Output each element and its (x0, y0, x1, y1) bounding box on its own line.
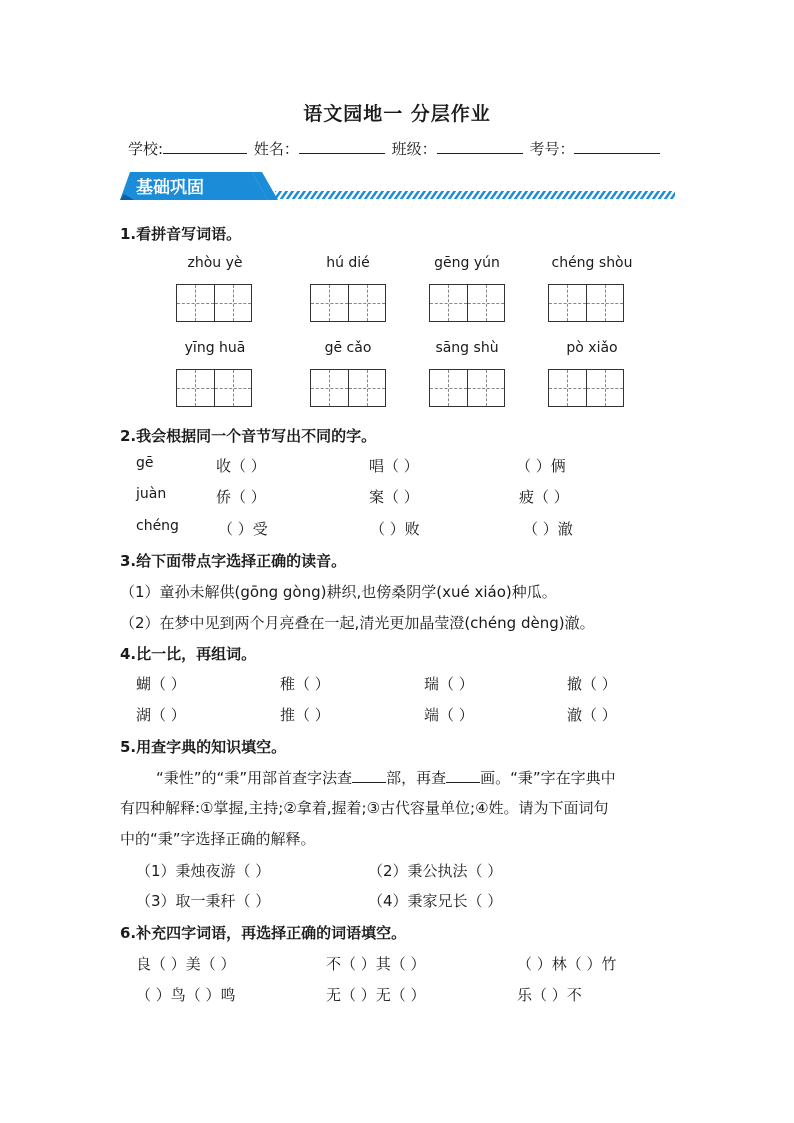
q5-paragraph-line-3: 中的“秉”字选择正确的解释。 (120, 830, 316, 848)
writing-grid[interactable] (429, 284, 505, 322)
page-title: 语文园地一 分层作业 (303, 103, 491, 125)
q2-blank[interactable]: 疲（ ） (519, 488, 569, 506)
q2-heading: 2.我会根据同一个音节写出不同的字。 (120, 427, 377, 445)
writing-grid[interactable] (310, 369, 386, 407)
writing-grid[interactable] (176, 284, 252, 322)
q4-blank[interactable]: 端（ ） (424, 706, 474, 724)
number-label: 考号： (529, 140, 575, 158)
q2-blank[interactable]: （ ）澈 (523, 520, 573, 538)
q6-blank[interactable]: 不（ ）其（ ） (326, 955, 426, 973)
q5-text: 画。“秉”字在字典中 (480, 769, 616, 787)
q4-blank[interactable]: 蝴（ ） (136, 675, 186, 693)
q2-blank[interactable]: 收（ ） (216, 457, 266, 475)
q5-item[interactable]: （3）取一秉秆（ ） (136, 892, 271, 910)
q4-blank[interactable]: 撤（ ） (567, 675, 617, 693)
writing-grid[interactable] (548, 369, 624, 407)
q4-heading: 4.比一比，再组词。 (120, 645, 257, 663)
q5-paragraph-line-1 (156, 767, 616, 788)
q6-blank[interactable]: （ ）林（ ）竹 (517, 955, 617, 973)
class-label: 班级： (391, 140, 437, 158)
q1-pinyin: hú dié (326, 255, 370, 271)
q1-pinyin: chéng shòu (551, 255, 633, 271)
q6-blank[interactable]: 乐（ ）不 (517, 986, 582, 1004)
q2-blank[interactable]: （ ）俩 (516, 457, 566, 475)
q5-paragraph-line-2: 有四种解释:①掌握,主持;②拿着,握着;③古代容量单位;④姓。请为下面词句 (120, 799, 609, 817)
q2-syllable: gē (136, 455, 154, 471)
q4-blank[interactable]: 湖（ ） (136, 706, 186, 724)
school-blank[interactable] (163, 139, 247, 154)
q6-blank[interactable]: （ ）鸟（ ）鸣 (136, 986, 236, 1004)
name-label: 姓名： (253, 140, 299, 158)
q1-pinyin: yīng huā (184, 340, 246, 356)
q3-heading: 3.给下面带点字选择正确的读音。 (120, 552, 347, 570)
q1-pinyin: gēng yún (434, 255, 500, 271)
name-blank[interactable] (299, 139, 385, 154)
q5-text: 部，再查 (386, 769, 447, 787)
writing-grid[interactable] (176, 369, 252, 407)
school-label: 学校: (128, 140, 164, 158)
q2-syllable: chéng (136, 518, 179, 534)
q4-blank[interactable]: 稚（ ） (280, 675, 330, 693)
q2-blank[interactable]: 唱（ ） (369, 457, 419, 475)
q2-blank[interactable]: （ ）败 (370, 520, 420, 538)
q6-heading: 6.补充四字词语，再选择正确的词语填空。 (120, 924, 407, 942)
student-info-line (128, 138, 662, 159)
radical-blank[interactable] (352, 768, 386, 783)
q5-item[interactable]: （1）秉烛夜游（ ） (136, 862, 271, 880)
class-blank[interactable] (437, 139, 523, 154)
q5-heading: 5.用查字典的知识填空。 (120, 738, 287, 756)
q6-blank[interactable]: 良（ ）美（ ） (136, 955, 236, 973)
q1-heading: 1.看拼音写词语。 (120, 225, 242, 243)
q2-blank[interactable]: （ ）受 (218, 520, 268, 538)
writing-grid[interactable] (548, 284, 624, 322)
q3-item-1: （1）童孙未解供(gōng gòng)耕织,也傍桑阴学(xué xiáo)种瓜。 (120, 583, 557, 601)
q5-item[interactable]: （2）秉公执法（ ） (368, 862, 503, 880)
q4-blank[interactable]: 推（ ） (280, 706, 330, 724)
q5-item[interactable]: （4）秉家兄长（ ） (368, 892, 503, 910)
banner-hatch-strip (275, 191, 675, 199)
q4-blank[interactable]: 瑞（ ） (424, 675, 474, 693)
banner-label: 基础巩固 (136, 178, 204, 198)
writing-grid[interactable] (310, 284, 386, 322)
q6-blank[interactable]: 无（ ）无（ ） (326, 986, 426, 1004)
q5-text: “秉性”的“秉”用部首查字法查 (156, 769, 353, 787)
q2-blank[interactable]: 侨（ ） (216, 488, 266, 506)
stroke-count-blank[interactable] (446, 768, 480, 783)
q4-blank[interactable]: 澈（ ） (567, 706, 617, 724)
writing-grid[interactable] (429, 369, 505, 407)
q2-syllable: juàn (136, 486, 167, 502)
section-banner (120, 170, 675, 202)
number-blank[interactable] (574, 139, 660, 154)
q1-pinyin: pò xiǎo (566, 340, 618, 356)
q1-pinyin: sāng shù (435, 340, 499, 356)
q3-item-2: （2）在梦中见到两个月亮叠在一起,清光更加晶莹澄(chéng dèng)澈。 (120, 614, 595, 632)
q1-pinyin: zhòu yè (187, 255, 243, 271)
q2-blank[interactable]: 案（ ） (369, 488, 419, 506)
q1-pinyin: gē cǎo (324, 340, 372, 356)
